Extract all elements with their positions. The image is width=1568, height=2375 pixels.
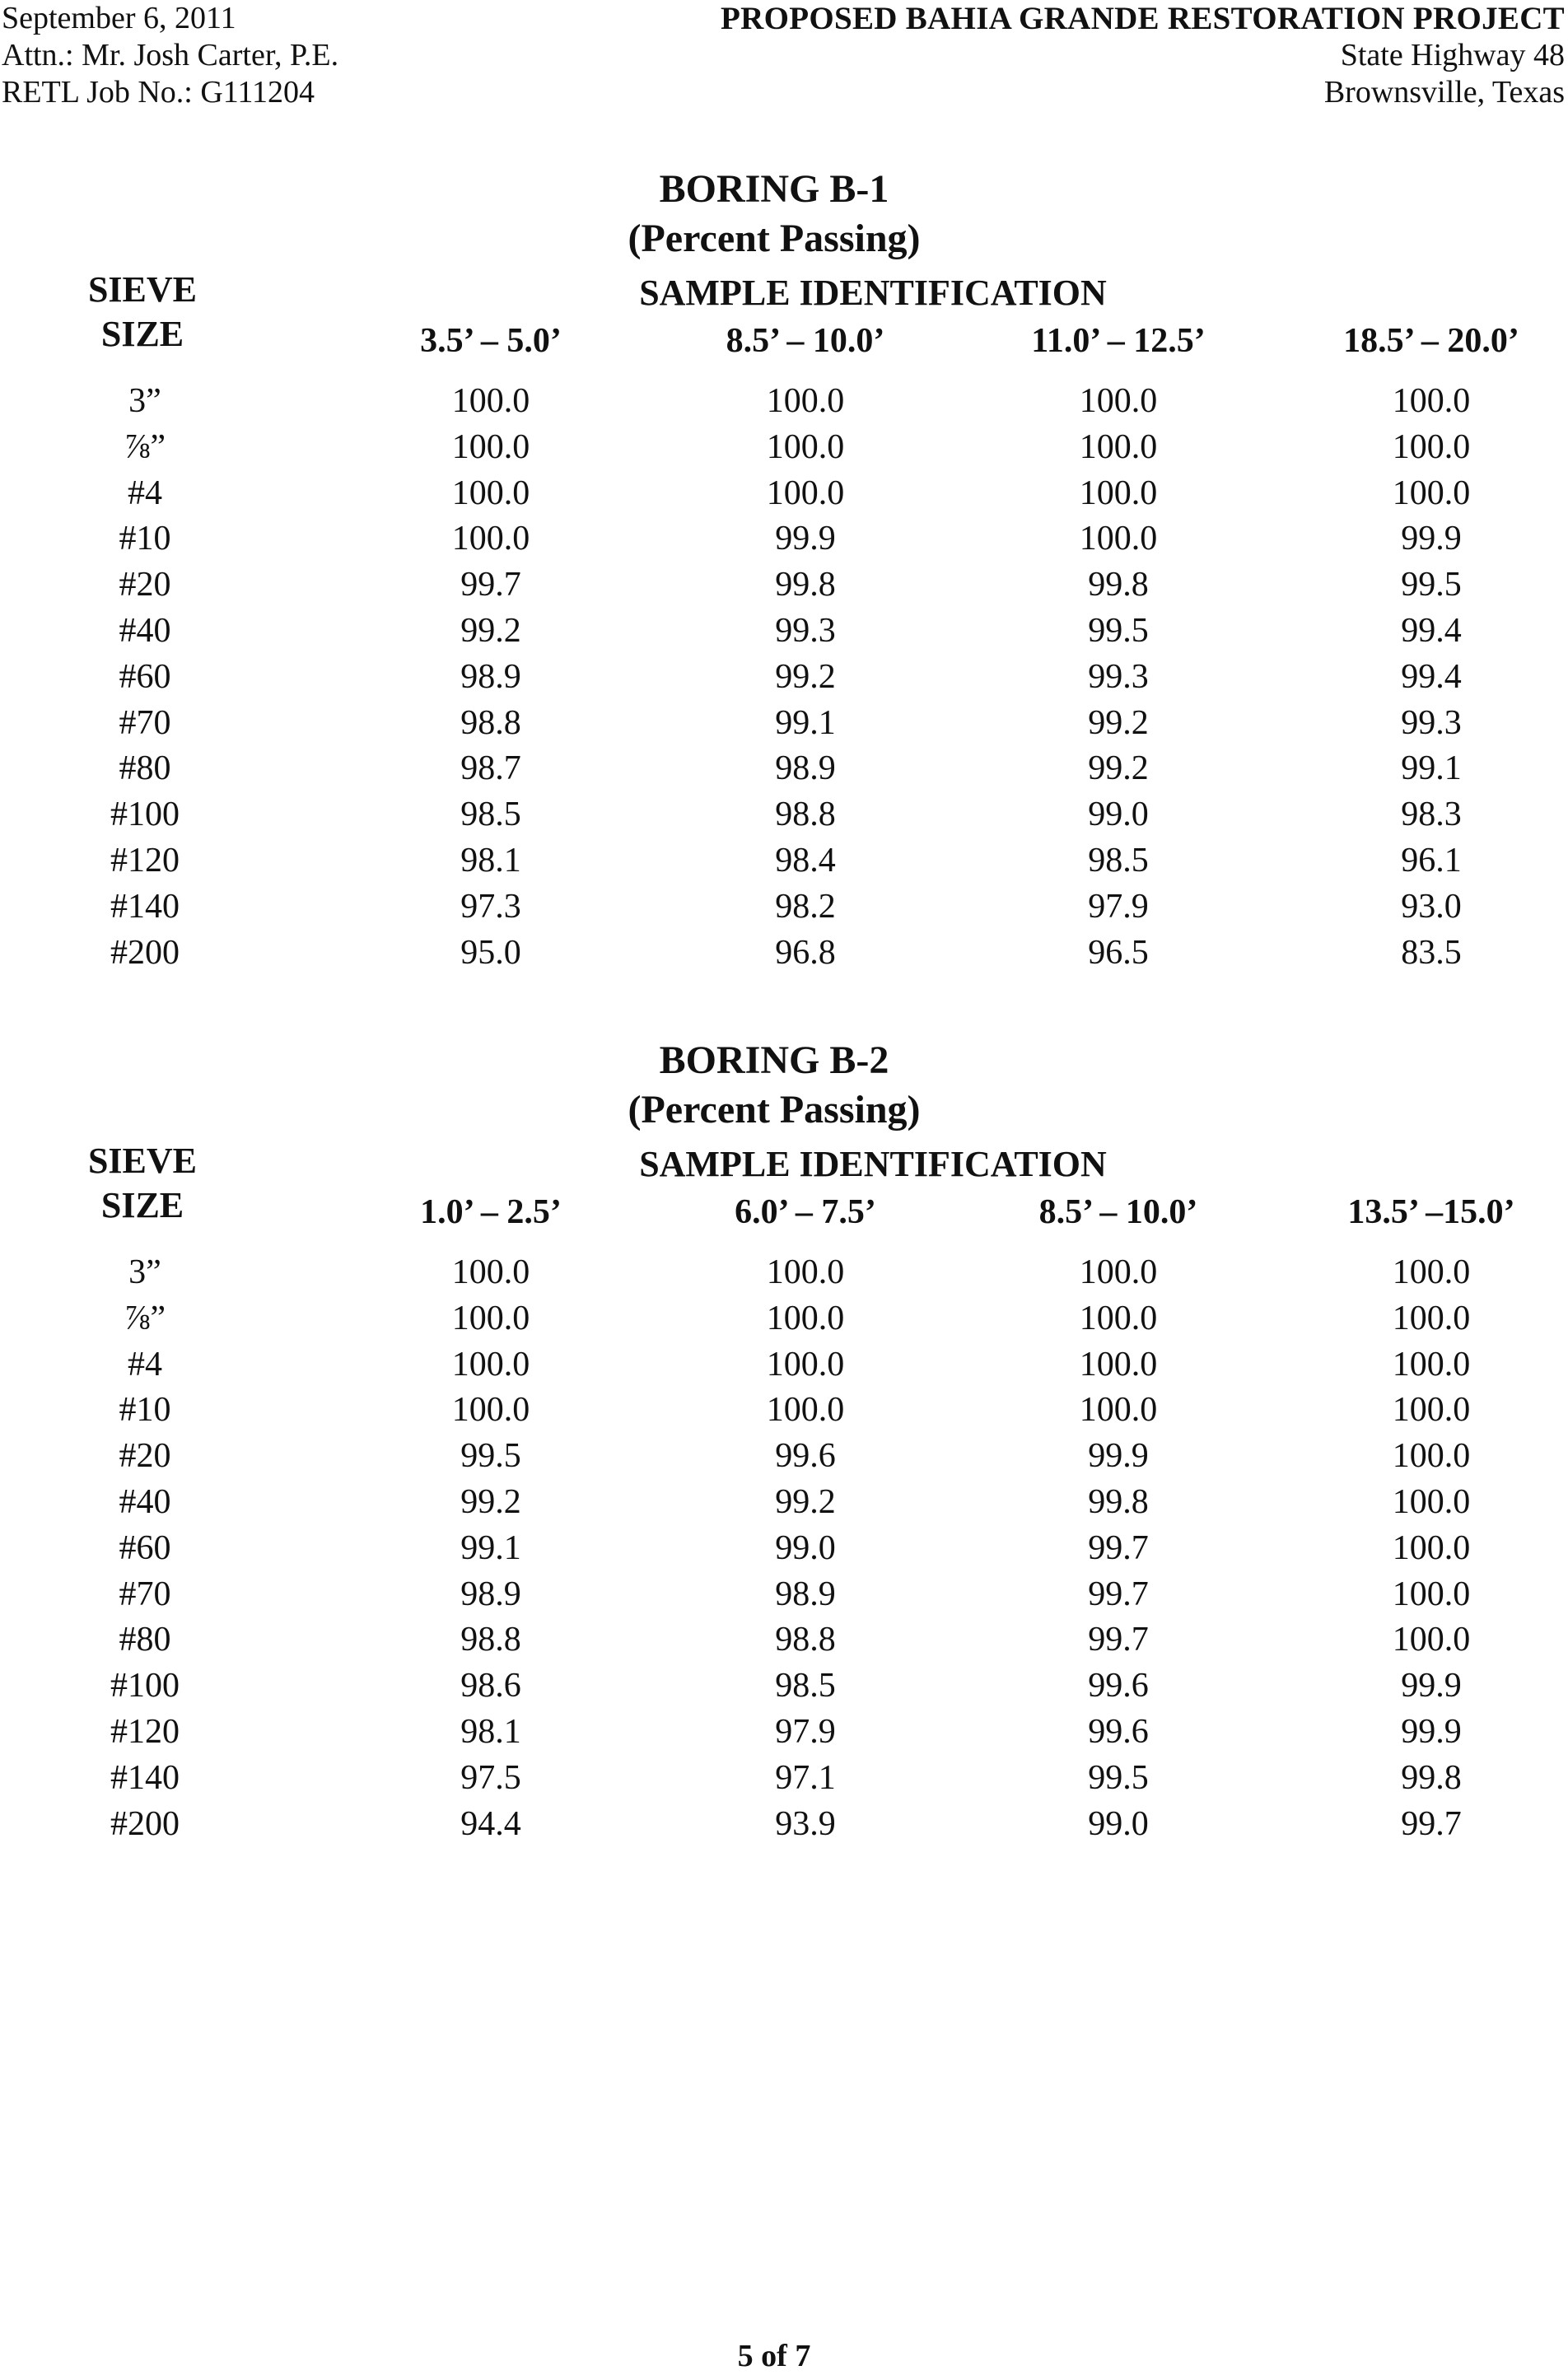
sieve-size-cell: #10 [119, 520, 171, 558]
percent-passing-cell: 98.8 [460, 1621, 521, 1659]
percent-passing-cell: 100.0 [1079, 1391, 1158, 1430]
percent-passing-cell: 100.0 [1392, 1575, 1471, 1613]
percent-passing-cell: 99.2 [1088, 749, 1149, 788]
sieve-size-cell: #100 [110, 1667, 180, 1705]
percent-passing-cell: 98.9 [775, 1575, 836, 1613]
boring-section-2 [0, 1036, 1568, 1859]
percent-passing-cell: 99.4 [1401, 657, 1462, 696]
table-row [0, 1755, 1568, 1801]
percent-passing-cell: 93.9 [775, 1804, 836, 1843]
header-left [2, 0, 338, 111]
sieve-size-cell: #200 [110, 1804, 180, 1843]
table-row [0, 1801, 1568, 1847]
percent-passing-cell: 100.0 [1079, 382, 1158, 420]
percent-passing-cell: 100.0 [451, 1299, 530, 1337]
percent-passing-cell: 100.0 [451, 474, 530, 512]
sample-column-header: 8.5’ – 10.0’ [1038, 1193, 1198, 1231]
sieve-header: SIEVE [87, 269, 198, 310]
sieve-header: SIEVE [87, 1141, 198, 1181]
sieve-size-cell: #140 [110, 887, 180, 926]
percent-passing-cell: 99.2 [1088, 703, 1149, 742]
sieve-size-cell: #200 [110, 933, 180, 972]
percent-passing-cell: 98.6 [460, 1667, 521, 1705]
percent-passing-cell: 100.0 [1392, 1345, 1471, 1383]
sieve-size-cell: #40 [119, 1483, 171, 1521]
percent-passing-cell: 94.4 [460, 1804, 521, 1843]
percent-passing-cell: 99.5 [1401, 566, 1462, 604]
table-row [0, 1617, 1568, 1663]
table-row [0, 1341, 1568, 1388]
percent-passing-cell: 99.7 [1088, 1621, 1149, 1659]
sieve-size-cell: #10 [119, 1391, 171, 1430]
attention-line: Attn.: Mr. Josh Carter, P.E. [2, 38, 339, 72]
percent-passing-cell: 96.1 [1401, 842, 1462, 880]
percent-passing-cell: 98.5 [1088, 842, 1149, 880]
percent-passing-cell: 99.5 [1088, 612, 1149, 650]
percent-passing-cell: 99.3 [1088, 657, 1149, 696]
sample-identification-header: SAMPLE IDENTIFICATION [639, 273, 1107, 313]
percent-passing-cell: 100.0 [1392, 1483, 1471, 1521]
percent-passing-cell: 98.9 [775, 749, 836, 788]
percent-passing-cell: 99.9 [775, 520, 836, 558]
percent-passing-cell: 100.0 [766, 474, 845, 512]
percent-passing-cell: 99.2 [775, 1483, 836, 1521]
size-header: SIZE [100, 1185, 184, 1225]
table-row [0, 838, 1568, 884]
percent-passing-cell: 83.5 [1401, 933, 1462, 972]
percent-passing-cell: 99.6 [775, 1437, 836, 1476]
sample-column-header: 1.0’ – 2.5’ [420, 1193, 562, 1231]
sieve-size-cell: #100 [110, 796, 180, 834]
sample-column-header: 3.5’ – 5.0’ [420, 322, 562, 360]
sieve-size-cell: #120 [110, 1713, 180, 1751]
percent-passing-cell: 99.7 [460, 566, 521, 604]
percent-passing-cell: 98.8 [775, 1621, 836, 1659]
percent-passing-cell: 100.0 [451, 1391, 530, 1430]
table-row [0, 1387, 1568, 1433]
percent-passing-cell: 99.1 [1401, 749, 1462, 788]
percent-passing-cell: 99.1 [460, 1528, 521, 1567]
table-row [0, 700, 1568, 746]
percent-passing-cell: 98.2 [775, 887, 836, 926]
percent-passing-cell: 98.8 [460, 703, 521, 742]
sample-column-header: 8.5’ – 10.0’ [726, 322, 885, 360]
table-row [0, 562, 1568, 608]
table-row [0, 930, 1568, 976]
sieve-size-cell: #120 [110, 842, 180, 880]
table-row [0, 608, 1568, 654]
sieve-size-cell: #70 [119, 1575, 171, 1613]
percent-passing-cell: 97.1 [775, 1758, 836, 1797]
percent-passing-cell: 100.0 [1392, 427, 1471, 466]
table-row [0, 1663, 1568, 1709]
sieve-size-cell: #20 [119, 566, 171, 604]
percent-passing-cell: 99.5 [460, 1437, 521, 1476]
percent-passing-cell: 99.0 [1088, 1804, 1149, 1843]
percent-passing-cell: 100.0 [766, 427, 845, 466]
percent-passing-cell: 99.8 [1088, 566, 1149, 604]
percent-passing-cell: 100.0 [1392, 382, 1471, 420]
percent-passing-cell: 97.5 [460, 1758, 521, 1797]
percent-passing-cell: 97.9 [775, 1713, 836, 1751]
percent-passing-cell: 100.0 [1079, 1253, 1158, 1291]
boring-title: BORING B-2 [659, 1038, 889, 1082]
percent-passing-cell: 96.5 [1088, 933, 1149, 972]
boring-title: BORING B-1 [659, 167, 889, 211]
header-right [721, 0, 1565, 111]
percent-passing-cell: 100.0 [766, 1345, 845, 1383]
percent-passing-cell: 100.0 [1392, 1528, 1471, 1567]
percent-passing-cell: 100.0 [451, 1345, 530, 1383]
percent-passing-cell: 98.8 [775, 796, 836, 834]
table-row [0, 516, 1568, 562]
percent-passing-cell: 95.0 [460, 933, 521, 972]
percent-passing-cell: 93.0 [1401, 887, 1462, 926]
percent-passing-cell: 98.4 [775, 842, 836, 880]
percent-passing-cell: 100.0 [766, 382, 845, 420]
sieve-size-cell: ⅞” [124, 1299, 166, 1337]
percent-passing-cell: 100.0 [1079, 427, 1158, 466]
percent-passing-cell: 98.9 [460, 1575, 521, 1613]
project-title: PROPOSED BAHIA GRANDE RESTORATION PROJECT [720, 1, 1565, 36]
percent-passing-cell: 99.2 [460, 612, 521, 650]
percent-passing-cell: 100.0 [1392, 1437, 1471, 1476]
percent-passing-cell: 100.0 [1079, 474, 1158, 512]
sample-column-header: 18.5’ – 20.0’ [1343, 322, 1519, 360]
percent-passing-cell: 99.6 [1088, 1713, 1149, 1751]
size-header: SIZE [100, 314, 184, 354]
project-location-2: Brownsville, Texas [1323, 75, 1565, 110]
percent-passing-cell: 100.0 [1392, 1621, 1471, 1659]
page-number: 5 of 7 [737, 2339, 811, 2373]
sample-column-header: 6.0’ – 7.5’ [735, 1193, 876, 1231]
percent-passing-cell: 98.9 [460, 657, 521, 696]
sieve-size-cell: #40 [119, 612, 171, 650]
percent-passing-cell: 100.0 [1392, 1391, 1471, 1430]
percent-passing-cell: 97.3 [460, 887, 521, 926]
percent-passing-cell: 99.5 [1088, 1758, 1149, 1797]
project-location-1: State Highway 48 [1340, 38, 1565, 72]
table-row [0, 1479, 1568, 1525]
sieve-size-cell: #60 [119, 1528, 171, 1567]
percent-passing-cell: 99.8 [1401, 1758, 1462, 1797]
table-row [0, 1433, 1568, 1479]
sieve-size-cell: #60 [119, 657, 171, 696]
table-row [0, 470, 1568, 516]
percent-passing-cell: 98.1 [460, 1713, 521, 1751]
percent-passing-cell: 99.8 [1088, 1483, 1149, 1521]
table-row [0, 1295, 1568, 1341]
table-row [0, 378, 1568, 424]
table-row [0, 424, 1568, 470]
percent-passing-cell: 100.0 [1392, 474, 1471, 512]
sieve-size-cell: #70 [119, 703, 171, 742]
sample-identification-header: SAMPLE IDENTIFICATION [639, 1144, 1107, 1184]
percent-passing-cell: 100.0 [451, 1253, 530, 1291]
percent-passing-cell: 100.0 [1392, 1253, 1471, 1291]
percent-passing-cell: 100.0 [1079, 1345, 1158, 1383]
sieve-size-cell: #4 [128, 1345, 162, 1383]
percent-passing-cell: 99.3 [1401, 703, 1462, 742]
boring-subtitle: (Percent Passing) [628, 217, 921, 260]
percent-passing-cell: 99.2 [775, 657, 836, 696]
percent-passing-cell: 99.7 [1088, 1575, 1149, 1613]
table-row [0, 1249, 1568, 1295]
percent-passing-cell: 97.9 [1088, 887, 1149, 926]
report-date: September 6, 2011 [2, 1, 236, 35]
percent-passing-cell: 99.9 [1088, 1437, 1149, 1476]
table-row [0, 884, 1568, 930]
percent-passing-cell: 98.5 [775, 1667, 836, 1705]
sieve-size-cell: ⅞” [124, 427, 166, 466]
percent-passing-cell: 99.6 [1088, 1667, 1149, 1705]
sieve-size-cell: #20 [119, 1437, 171, 1476]
percent-passing-cell: 100.0 [766, 1253, 845, 1291]
table-row [0, 791, 1568, 838]
percent-passing-cell: 100.0 [1079, 1299, 1158, 1337]
percent-passing-cell: 96.8 [775, 933, 836, 972]
job-number: RETL Job No.: G111204 [2, 75, 315, 110]
percent-passing-cell: 99.9 [1401, 520, 1462, 558]
percent-passing-cell: 99.4 [1401, 612, 1462, 650]
sieve-size-cell: #4 [128, 474, 162, 512]
boring-subtitle: (Percent Passing) [628, 1088, 921, 1132]
percent-passing-cell: 99.9 [1401, 1667, 1462, 1705]
sieve-size-cell: #80 [119, 749, 171, 788]
percent-passing-cell: 98.5 [460, 796, 521, 834]
table-row [0, 1571, 1568, 1617]
boring-section-1 [0, 165, 1568, 988]
percent-passing-cell: 98.3 [1401, 796, 1462, 834]
sieve-size-cell: #140 [110, 1758, 180, 1797]
percent-passing-cell: 99.0 [1088, 796, 1149, 834]
percent-passing-cell: 100.0 [451, 427, 530, 466]
percent-passing-cell: 99.8 [775, 566, 836, 604]
percent-passing-cell: 99.3 [775, 612, 836, 650]
percent-passing-cell: 99.1 [775, 703, 836, 742]
sieve-size-cell: #80 [119, 1621, 171, 1659]
percent-passing-cell: 100.0 [451, 520, 530, 558]
percent-passing-cell: 99.9 [1401, 1713, 1462, 1751]
percent-passing-cell: 99.2 [460, 1483, 521, 1521]
percent-passing-cell: 99.7 [1088, 1528, 1149, 1567]
percent-passing-cell: 98.7 [460, 749, 521, 788]
table-row [0, 1709, 1568, 1755]
table-row [0, 654, 1568, 700]
percent-passing-cell: 100.0 [766, 1391, 845, 1430]
percent-passing-cell: 100.0 [766, 1299, 845, 1337]
percent-passing-cell: 100.0 [1392, 1299, 1471, 1337]
percent-passing-cell: 99.7 [1401, 1804, 1462, 1843]
table-row [0, 1525, 1568, 1571]
percent-passing-cell: 100.0 [1079, 520, 1158, 558]
percent-passing-cell: 100.0 [451, 382, 530, 420]
sample-column-header: 13.5’ –15.0’ [1347, 1193, 1515, 1231]
sample-column-header: 11.0’ – 12.5’ [1031, 322, 1206, 360]
sieve-size-cell: 3” [128, 1253, 161, 1291]
percent-passing-cell: 98.1 [460, 842, 521, 880]
sieve-size-cell: 3” [128, 382, 161, 420]
table-row [0, 745, 1568, 791]
percent-passing-cell: 99.0 [775, 1528, 836, 1567]
